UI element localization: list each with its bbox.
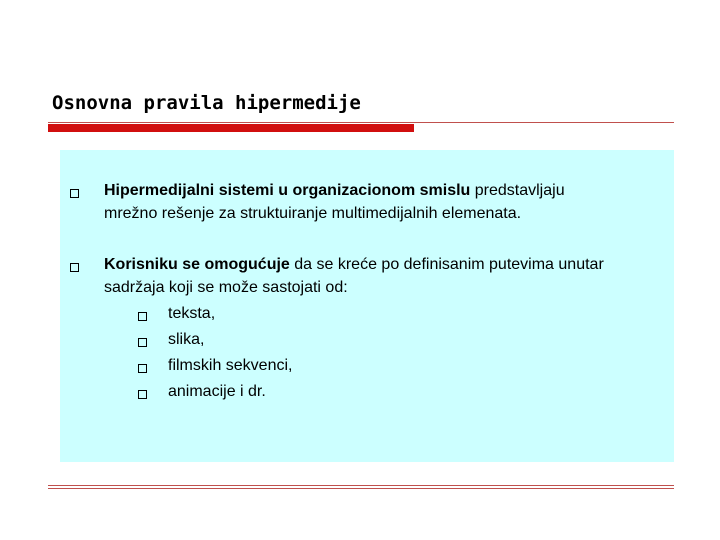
hollow-square-icon (70, 263, 79, 272)
bullet-2-rest: da se kreće po definisanim putevima unutar (289, 256, 604, 273)
bullet-1-bold: Hipermedijalni sistemi u organizacionom smislu (104, 182, 471, 199)
bullet-1-rest: predstavljaju (470, 182, 565, 199)
title-underline-thin (48, 122, 674, 123)
sub-item-4: animacije i dr. (168, 383, 266, 400)
footer-rule-bottom (48, 488, 674, 489)
hollow-square-icon (70, 189, 79, 198)
footer-rule-top (48, 485, 674, 486)
hollow-square-icon (138, 390, 147, 399)
hollow-square-icon (138, 338, 147, 347)
bullet-2-line-1 (104, 253, 670, 276)
bullet-2-text (104, 253, 670, 299)
content-box (60, 150, 674, 462)
sub-item-3: filmskih sekvenci, (168, 357, 293, 374)
bullet-1-line-2: mrežno rešenje za struktuiranje multimedijalnih elemenata. (104, 205, 522, 222)
bullet-1-text (104, 179, 664, 225)
sub-item-2: slika, (168, 331, 205, 348)
sub-item-1: teksta, (168, 305, 216, 322)
bullet-2-line-2: sadržaja koji se može sastojati od: (104, 279, 348, 296)
title-underline-thick (48, 124, 414, 132)
hollow-square-icon (138, 312, 147, 321)
bullet-1-line-1 (104, 179, 664, 202)
slide-title: Osnovna pravila hipermedije (52, 92, 361, 114)
bullet-2-bold: Korisniku se omogućuje (104, 256, 290, 273)
hollow-square-icon (138, 364, 147, 373)
